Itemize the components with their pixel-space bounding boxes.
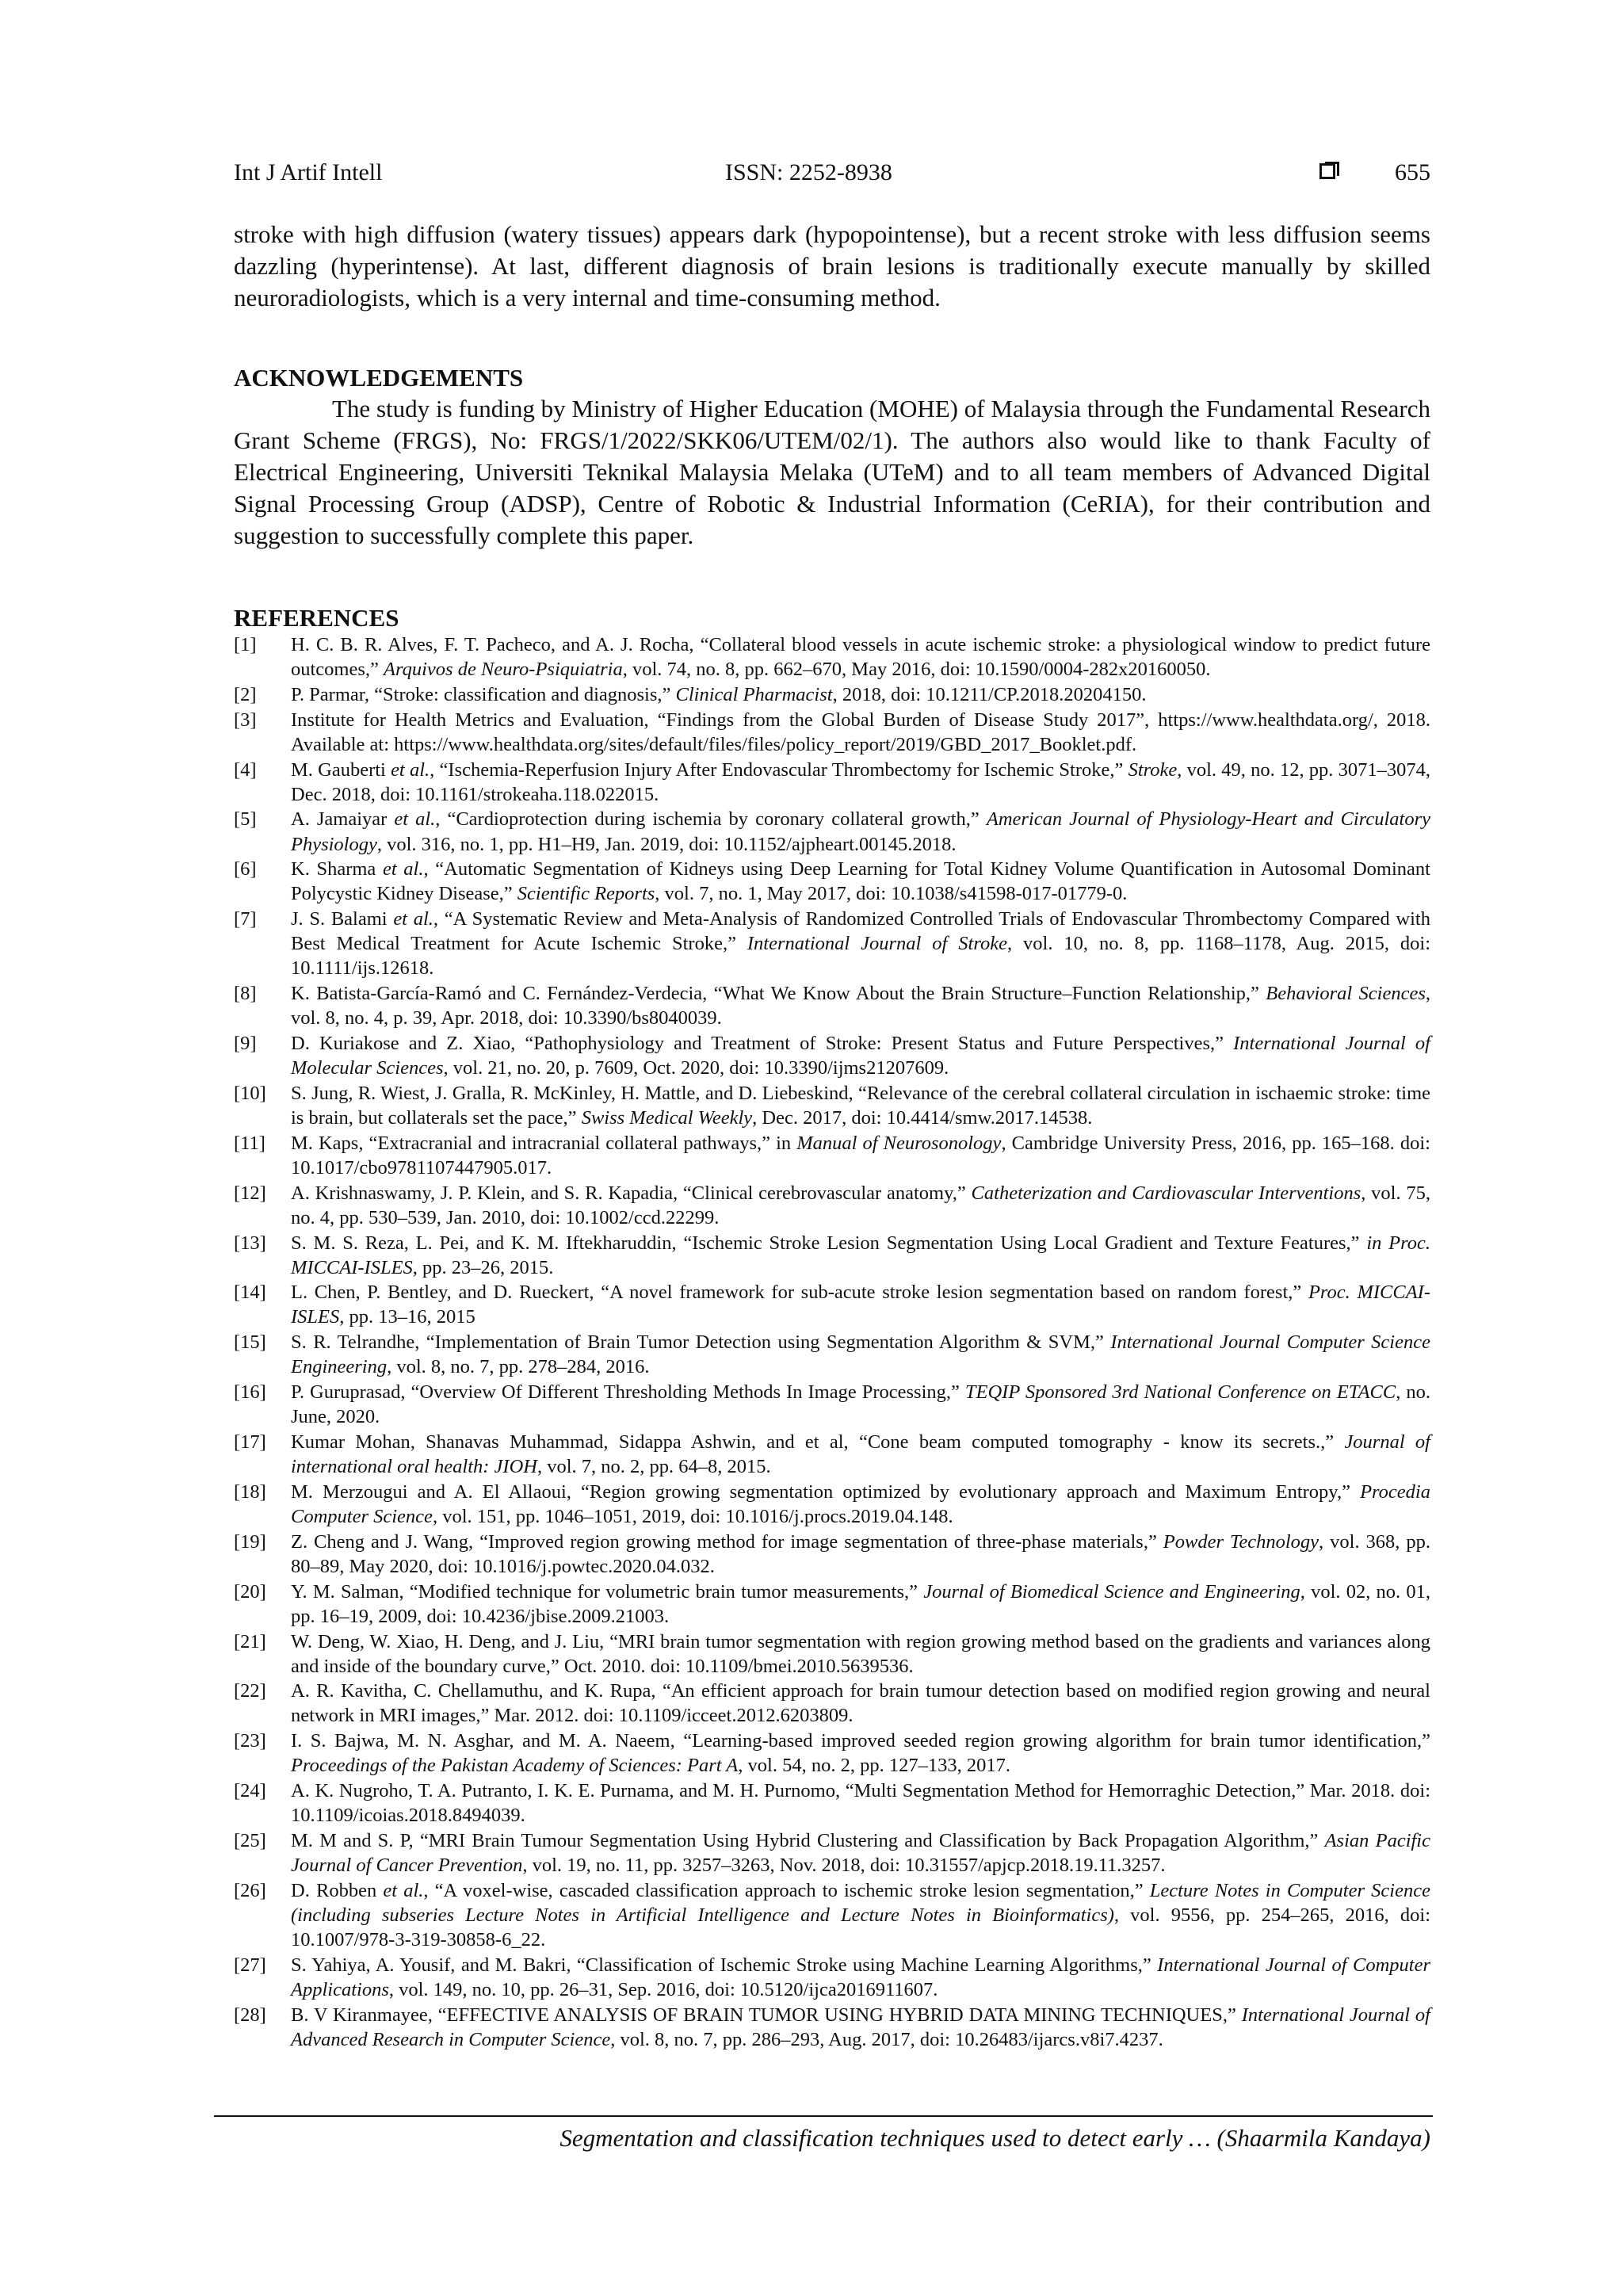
reference-text: , “Automatic Segmentation of Kidneys using Deep Learning for Total Kidney Volume Quantification in Autosomal Dominant Polycystic Kidney Disease,” — [291, 858, 1430, 905]
reference-number: [10] — [234, 1082, 266, 1104]
reference-text: , vol. 7, no. 2, pp. 64–8, 2015. — [537, 1456, 771, 1478]
reference-text: S. Yahiya, A. Yousif, and M. Bakri, “Classification of Ischemic Stroke using Machine Learning Algorithms,” — [291, 1954, 1158, 1976]
reference-text: P. Guruprasad, “Overview Of Different Thresholding Methods In Image Processing,” — [291, 1381, 965, 1404]
reference-text: H. C. B. R. Alves, F. T. Pacheco, and A. J. Rocha, “Collateral blood vessels in acute ischemic stroke: a physiological window to predict future outcomes,” — [291, 634, 1430, 681]
reference-number: [9] — [234, 1033, 257, 1054]
reference-item — [234, 1679, 1430, 1728]
reference-item — [234, 1580, 1430, 1629]
references-heading: REFERENCES — [234, 604, 399, 632]
reference-number: [3] — [234, 709, 257, 731]
reference-source-italic: et al. — [382, 858, 424, 881]
reference-source-italic: International Journal of Stroke — [747, 933, 1007, 955]
reference-number: [18] — [234, 1480, 266, 1503]
reference-number: [22] — [234, 1680, 266, 1702]
reference-text: Kumar Mohan, Shanavas Muhammad, Sidappa Ashwin, and et al, “Cone beam computed tomography - know its secrets.,” — [291, 1431, 1345, 1453]
reference-item — [234, 682, 1430, 707]
reference-item — [234, 981, 1430, 1030]
reference-text: , vol. 8, no. 7, pp. 278–284, 2016. — [387, 1356, 650, 1378]
journal-name: Int J Artif Intell — [234, 159, 383, 185]
reference-text: , vol. 8, no. 4, p. 39, Apr. 2018, doi: 10.3390/bs8040039. — [291, 983, 1430, 1030]
reference-text: D. Robben — [291, 1879, 384, 1901]
reference-number: [15] — [234, 1331, 266, 1354]
reference-number: [14] — [234, 1282, 266, 1304]
reference-item — [234, 1530, 1430, 1579]
reference-number: [28] — [234, 2004, 266, 2026]
reference-item — [234, 708, 1430, 757]
reference-item — [234, 857, 1430, 906]
reference-number: [2] — [234, 683, 257, 705]
reference-text: , vol. 19, no. 11, pp. 3257–3263, Nov. 2018, doi: 10.31557/apjcp.2018.19.11.3257. — [522, 1855, 1166, 1877]
reference-number: [13] — [234, 1232, 266, 1254]
reference-item — [234, 1081, 1430, 1130]
reference-number: [17] — [234, 1431, 266, 1453]
reference-text: , pp. 23–26, 2015. — [412, 1256, 554, 1278]
reference-source-italic: et al. — [391, 758, 430, 781]
reference-text: K. Sharma — [291, 858, 383, 881]
reference-number: [25] — [234, 1830, 266, 1851]
reference-number: [20] — [234, 1580, 266, 1603]
reference-number: [5] — [234, 808, 257, 831]
reference-source-italic: Proceedings of the Pakistan Academy of Sciences: Part A — [291, 1755, 739, 1777]
reference-text: W. Deng, W. Xiao, H. Deng, and J. Liu, “MRI brain tumor segmentation with region growing method based on the gradients and variances along and inside of the boundary curve,” Oct. 2010. doi: 10.1109/bmei.2010.5639536. — [291, 1630, 1430, 1677]
reference-text: M. Gauberti — [291, 758, 391, 781]
reference-number: [4] — [234, 758, 257, 781]
reference-item — [234, 1330, 1430, 1379]
reference-source-italic: in Proc. MICCAI-ISLES — [291, 1232, 1430, 1278]
reference-source-italic: et al. — [393, 908, 433, 930]
reference-source-italic: International Journal of Molecular Sciences — [291, 1033, 1430, 1079]
reference-number: [27] — [234, 1954, 266, 1976]
reference-text: , “A Systematic Review and Meta-Analysis of Randomized Controlled Trials of Endovascular Thrombectomy Compared with Best Medical Treatment for Acute Ischemic Stroke,” — [291, 908, 1430, 955]
reference-text: L. Chen, P. Bentley, and D. Rueckert, “A novel framework for sub-acute stroke lesion segmentation based on random forest,” — [291, 1282, 1308, 1304]
reference-item — [234, 758, 1430, 807]
reference-source-italic: et al. — [383, 1879, 424, 1901]
reference-item — [234, 1280, 1430, 1329]
reference-item — [234, 1131, 1430, 1180]
reference-text: A. Jamaiyar — [291, 808, 395, 831]
reference-item — [234, 1729, 1430, 1778]
reference-item — [234, 907, 1430, 980]
reference-text: , vol. 21, no. 20, p. 7609, Oct. 2020, doi: 10.3390/ijms21207609. — [443, 1057, 949, 1079]
reference-number: [1] — [234, 634, 257, 655]
reference-source-italic: Stroke — [1128, 758, 1178, 781]
reference-number: [26] — [234, 1879, 266, 1901]
reference-text: , pp. 13–16, 2015 — [339, 1306, 475, 1328]
reference-item — [234, 2003, 1430, 2052]
reference-text: , vol. 151, pp. 1046–1051, 2019, doi: 10.1016/j.procs.2019.04.148. — [432, 1505, 953, 1527]
reference-number: [12] — [234, 1182, 266, 1204]
reference-item — [234, 807, 1430, 856]
reference-source-italic: Arquivos de Neuro-Psiquiatria — [384, 659, 623, 681]
reference-source-italic: Behavioral Sciences — [1266, 983, 1426, 1005]
reference-source-italic: et al. — [394, 808, 436, 831]
reference-source-italic: Journal of Biomedical Science and Engineering — [923, 1580, 1300, 1603]
reference-text: , vol. 368, pp. 80–89, May 2020, doi: 10.1016/j.powtec.2020.04.032. — [291, 1530, 1430, 1577]
reference-number: [6] — [234, 858, 257, 881]
reference-text: , “Ischemia-Reperfusion Injury After Endovascular Thrombectomy for Ischemic Stroke,” — [430, 758, 1128, 781]
reference-source-italic: International Journal Computer Science Engineering — [291, 1331, 1430, 1378]
reference-text: , vol. 9556, pp. 254–265, 2016, doi: 10.1007/978-3-319-30858-6_22. — [291, 1904, 1431, 1951]
reference-text: A. K. Nugroho, T. A. Putranto, I. K. E. Purnama, and M. H. Purnomo, “Multi Segmentation Method for Hemorraghic Detection,” Mar. 2018. doi: 10.1109/icoias.2018.8494039. — [291, 1780, 1430, 1827]
reference-number: [23] — [234, 1730, 266, 1752]
reference-text: A. Krishnaswamy, J. P. Klein, and S. R. Kapadia, “Clinical cerebrovascular anatomy,” — [291, 1182, 972, 1204]
reference-text: , 2018, doi: 10.1211/CP.2018.20204150. — [832, 683, 1147, 705]
page-box-icon — [1319, 163, 1335, 179]
reference-item — [234, 1181, 1430, 1230]
reference-text: , vol. 49, no. 12, pp. 3071–3074, Dec. 2018, doi: 10.1161/strokeaha.118.022015. — [291, 758, 1431, 805]
reference-text: B. V Kiranmayee, “EFFECTIVE ANALYSIS OF BRAIN TUMOR USING HYBRID DATA MINING TECHNIQUES,” — [291, 2004, 1242, 2026]
running-footer: Segmentation and classification techniques used to detect early … (Shaarmila Kandaya) — [559, 2124, 1430, 2152]
reference-number: [24] — [234, 1780, 266, 1802]
reference-source-italic: Scientific Reports — [517, 883, 655, 905]
acknowledgements-heading: ACKNOWLEDGEMENTS — [234, 364, 524, 392]
reference-item — [234, 1629, 1430, 1679]
reference-text: , vol. 54, no. 2, pp. 127–133, 2017. — [738, 1755, 1010, 1777]
page-header — [234, 155, 1430, 190]
reference-item — [234, 1480, 1430, 1529]
reference-source-italic: International Journal of Advanced Research in Computer Science — [291, 2004, 1430, 2050]
reference-item — [234, 1031, 1430, 1080]
reference-text: M. Merzougui and A. El Allaoui, “Region growing segmentation optimized by evolutionary approach and Maximum Entropy,” — [291, 1480, 1361, 1503]
reference-text: , “Cardioprotection during ischemia by coronary collateral growth,” — [435, 808, 987, 831]
issn: ISSN: 2252-8938 — [725, 159, 892, 185]
reference-number: [16] — [234, 1381, 266, 1404]
reference-source-italic: International Journal of Computer Applications — [291, 1954, 1430, 2000]
reference-text: , vol. 74, no. 8, pp. 662–670, May 2016, doi: 10.1590/0004-282x20160050. — [622, 659, 1211, 681]
acknowledgements-text: The study is funding by Ministry of Higher Education (MOHE) of Malaysia through the Fundamental Research Grant Scheme (FRGS), No: FRGS/1/2022/SKK06/UTEM/02/1). The authors also would like to thank Faculty of Electrical Engineering, Universiti Teknikal Malaysia Melaka (UTeM) and to all team members of Advanced Digital Signal Processing Group (ADSP), Centre of Robotic & Industrial Information (CeRIA), for their contribution and suggestion to successfully complete this paper. — [234, 395, 1430, 549]
reference-item — [234, 1380, 1430, 1429]
reference-number: [7] — [234, 908, 257, 930]
reference-source-italic: Journal of international oral health: JIOH — [291, 1431, 1430, 1478]
reference-number: [21] — [234, 1630, 266, 1652]
reference-list — [234, 632, 1430, 2053]
reference-text: , no. June, 2020. — [291, 1381, 1431, 1428]
reference-text: Z. Cheng and J. Wang, “Improved region growing method for image segmentation of three-phase materials,” — [291, 1530, 1163, 1553]
reference-text: S. R. Telrandhe, “Implementation of Brain Tumor Detection using Segmentation Algorithm & SVM,” — [291, 1331, 1111, 1354]
reference-source-italic: Proc. MICCAI-ISLES — [291, 1282, 1430, 1328]
reference-source-italic: Powder Technology — [1163, 1530, 1319, 1553]
intro-paragraph: stroke with high diffusion (watery tissues) appears dark (hypopointense), but a recent stroke with less diffusion seems dazzling (hyperintense). At last, different diagnosis of brain lesions is traditionally execute manually by skilled neuroradiologists, which is a very internal and time-consuming method. — [234, 220, 1430, 311]
reference-item — [234, 1231, 1430, 1280]
reference-text: D. Kuriakose and Z. Xiao, “Pathophysiology and Treatment of Stroke: Present Status and Future Perspectives,” — [291, 1033, 1234, 1054]
reference-text: P. Parmar, “Stroke: classification and diagnosis,” — [291, 683, 676, 705]
reference-source-italic: Catheterization and Cardiovascular Interventions — [971, 1182, 1361, 1204]
reference-item — [234, 1828, 1430, 1878]
reference-source-italic: Clinical Pharmacist — [675, 683, 833, 705]
reference-item — [234, 632, 1430, 682]
reference-text: J. S. Balami — [291, 908, 394, 930]
reference-text: K. Batista-García-Ramó and C. Fernández-Verdecia, “What We Know About the Brain Structure–Function Relationship,” — [291, 983, 1266, 1005]
reference-number: [8] — [234, 983, 257, 1005]
reference-text: , vol. 8, no. 7, pp. 286–293, Aug. 2017, doi: 10.26483/ijarcs.v8i7.4237. — [610, 2028, 1163, 2050]
reference-text: , Cambridge University Press, 2016, pp. 165–168. doi: 10.1017/cbo9781107447905.017. — [291, 1132, 1430, 1179]
footer-rule — [214, 2115, 1433, 2117]
reference-text: Y. M. Salman, “Modified technique for volumetric brain tumor measurements,” — [291, 1580, 924, 1603]
reference-item — [234, 1878, 1430, 1952]
reference-source-italic: TEQIP Sponsored 3rd National Conference on ETACC — [964, 1381, 1396, 1404]
reference-text: M. M and S. P, “MRI Brain Tumour Segmentation Using Hybrid Clustering and Classification by Back Propagation Algorithm,” — [291, 1830, 1325, 1851]
reference-text: , “A voxel-wise, cascaded classification approach to ischemic stroke lesion segmentation,” — [423, 1879, 1150, 1901]
reference-source-italic: Lecture Notes in Computer Science (including subseries Lecture Notes in Artificial Intelligence and Lecture Notes in Bioinformatics) — [291, 1879, 1430, 1926]
reference-text: Institute for Health Metrics and Evaluation, “Findings from the Global Burden of Disease Study 2017”, https://www.healthdata.org/, 2018. Available at: https://www.healthdata.org/sites/default/files/files/policy_report/2019/GBD_2017_Booklet.pdf. — [291, 709, 1430, 755]
reference-number: [19] — [234, 1530, 266, 1553]
reference-source-italic: American Journal of Physiology-Heart and Circulatory Physiology — [291, 808, 1430, 855]
reference-text: , Dec. 2017, doi: 10.4414/smw.2017.14538. — [752, 1106, 1093, 1129]
page-number: 655 — [1395, 159, 1430, 185]
reference-text: A. R. Kavitha, C. Chellamuthu, and K. Rupa, “An efficient approach for brain tumour detection based on modified region growing and neural network in MRI images,” Mar. 2012. doi: 10.1109/icceet.2012.6203809. — [291, 1680, 1430, 1727]
reference-item — [234, 1430, 1430, 1479]
reference-text: M. Kaps, “Extracranial and intracranial collateral pathways,” in — [291, 1132, 797, 1154]
reference-item — [234, 1953, 1430, 2002]
reference-text: , vol. 316, no. 1, pp. H1–H9, Jan. 2019, doi: 10.1152/ajpheart.00145.2018. — [376, 833, 957, 855]
reference-text: , vol. 10, no. 8, pp. 1168–1178, Aug. 2015, doi: 10.1111/ijs.12618. — [291, 933, 1430, 980]
reference-source-italic: Manual of Neurosonology — [796, 1132, 1002, 1154]
reference-text: I. S. Bajwa, M. N. Asghar, and M. A. Naeem, “Learning-based improved seeded region growing algorithm for brain tumor identification,” — [291, 1730, 1430, 1752]
reference-item — [234, 1778, 1430, 1828]
reference-text: , vol. 02, no. 01, pp. 16–19, 2009, doi: 10.4236/jbise.2009.21003. — [291, 1580, 1430, 1627]
reference-text: S. Jung, R. Wiest, J. Gralla, R. McKinley, H. Mattle, and D. Liebeskind, “Relevance of the cerebral collateral circulation in ischaemic stroke: time is brain, but collaterals set the pace,” — [291, 1082, 1430, 1129]
reference-text: , vol. 75, no. 4, pp. 530–539, Jan. 2010, doi: 10.1002/ccd.22299. — [291, 1182, 1430, 1228]
reference-number: [11] — [234, 1132, 265, 1154]
reference-source-italic: Swiss Medical Weekly — [581, 1106, 753, 1129]
reference-source-italic: Procedia Computer Science — [291, 1480, 1430, 1527]
reference-text: , vol. 7, no. 1, May 2017, doi: 10.1038/s41598-017-01779-0. — [655, 883, 1128, 905]
reference-text: S. M. S. Reza, L. Pei, and K. M. Iftekharuddin, “Ischemic Stroke Lesion Segmentation Using Local Gradient and Texture Features,” — [291, 1232, 1367, 1254]
reference-source-italic: Asian Pacific Journal of Cancer Prevention — [291, 1830, 1430, 1877]
reference-text: , vol. 149, no. 10, pp. 26–31, Sep. 2016, doi: 10.5120/ijca2016911607. — [388, 1978, 938, 2000]
